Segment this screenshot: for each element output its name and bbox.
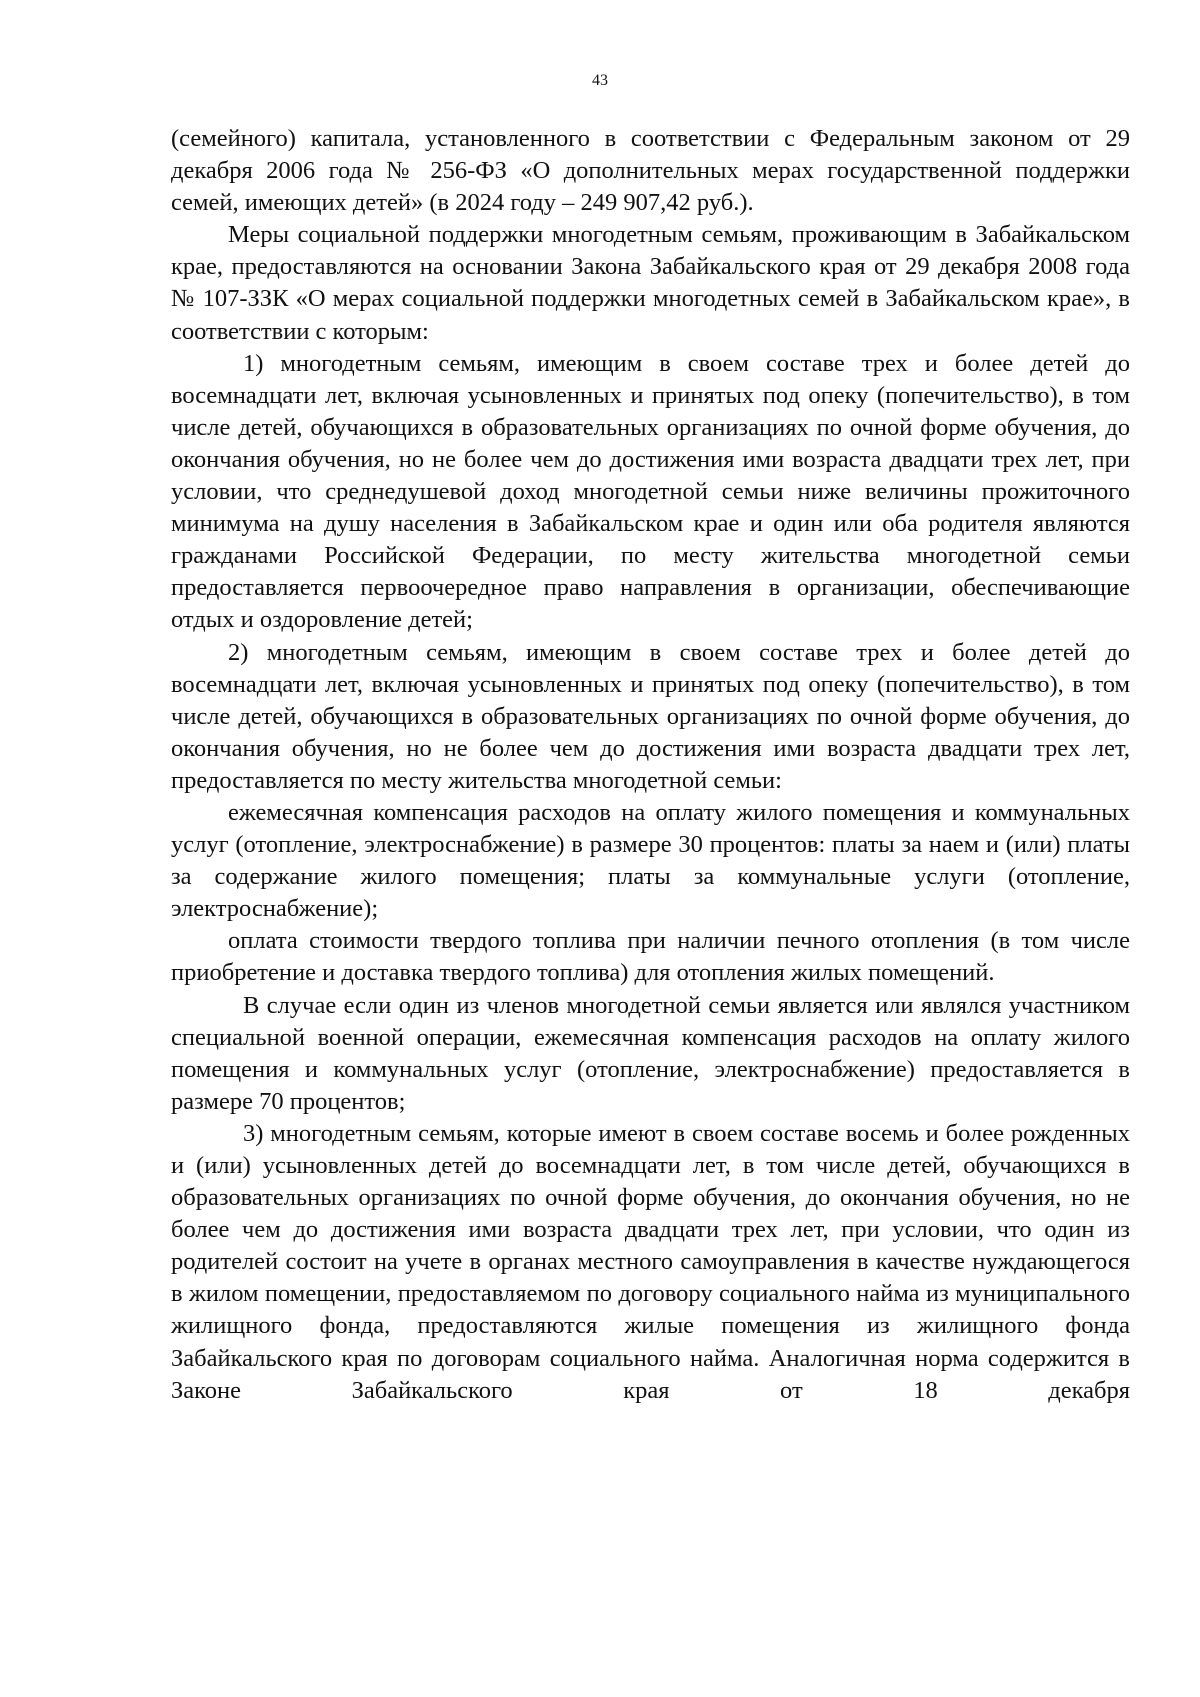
- paragraph: 3) многодетным семьям, которые имеют в своем составе восемь и более рожденных и (или) усыновленных детей до восемнадцати лет, в том числе детей, обучающихся в образовательных организациях по очной форме обучения, до окончания обучения, но не более чем до достижения ими возраста двадцати трех лет, при условии, что один из родителей состоит на учете в органах местного самоуправления в качестве нуждающегося в жилом помещении, предоставляемом по договору социального найма из муниципального жилищного фонда, предоставляются жилые помещения из жилищного фонда Забайкальского края по договорам социального найма. Аналогичная норма содержится в Законе Забайкальского края от 18 декабря: [171, 1119, 1130, 1404]
- paragraph: Меры социальной поддержки многодетным семьям, проживающим в Забайкальском крае, предоставляются на основании Закона Забайкальского края от 29 декабря 2008 года № 107-ЗЗК «О мерах социальной поддержки многодетных семей в Забайкальском крае», в соответствии с которым:: [171, 221, 1130, 345]
- paragraph: оплата стоимости твердого топлива при наличии печного отопления (в том числе приобретение и доставка твердого топлива) для отопления жилых помещений.: [171, 927, 1130, 987]
- paragraph: (семейного) капитала, установленного в соответствии с Федеральным законом от 29 декабря 2006 года № 256-ФЗ «О дополнительных мерах государственной поддержки семей, имеющих детей» (в 2024 году – 249 907,42 руб.).: [171, 125, 1130, 217]
- page-number: 43: [592, 72, 608, 89]
- paragraph: 2) многодетным семьям, имеющим в своем составе трех и более детей до восемнадцати лет, включая усыновленных и принятых под опеку (попечительство), в том числе детей, обучающихся в образовательных организациях по очной форме обучения, до окончания обучения, но не более чем до достижения ими возраста двадцати трех лет, предоставляется по месту жительства многодетной семьи:: [171, 638, 1130, 794]
- document-body: [171, 123, 1130, 1407]
- paragraph: ежемесячная компенсация расходов на оплату жилого помещения и коммунальных услуг (отопление, электроснабжение) в размере 30 процентов: платы за наем и (или) платы за содержание жилого помещения; платы за коммунальные услуги (отопление, электроснабжение);: [171, 798, 1130, 923]
- paragraph: В случае если один из членов многодетной семьи является или являлся участником специальной военной операции, ежемесячная компенсация расходов на оплату жилого помещения и коммунальных услуг (отопление, электроснабжение) предоставляется в размере 70 процентов;: [171, 991, 1130, 1115]
- paragraph: 1) многодетным семьям, имеющим в своем составе трех и более детей до восемнадцати лет, включая усыновленных и принятых под опеку (попечительство), в том числе детей, обучающихся в образовательных организациях по очной форме обучения, до окончания обучения, но не более чем до достижения ими возраста двадцати трех лет, при условии, что среднедушевой доход многодетной семьи ниже величины прожиточного минимума на душу населения в Забайкальском крае и один или оба родителя являются гражданами Российской Федерации, по месту жительства многодетной семьи предоставляется первоочередное право направления в организации, обеспечивающие отдых и оздоровление детей;: [171, 349, 1130, 634]
